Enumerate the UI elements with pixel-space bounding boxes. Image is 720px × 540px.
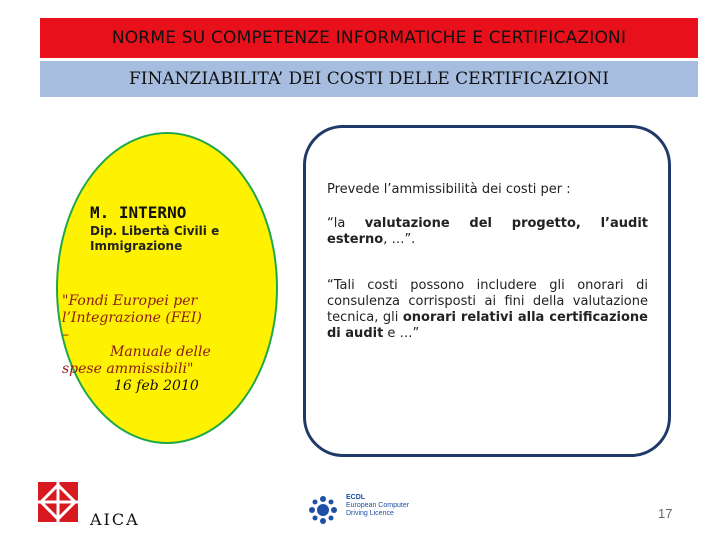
page-number: 17 [658, 506, 673, 521]
p2-text-bold: onorari relativi alla certificazione di audit [327, 310, 648, 341]
p1-text-bold: valutazione del progetto, l’audit esterno [327, 216, 648, 247]
slide-subtitle: FINANZIABILITA’ DEI COSTI DELLE CERTIFICAZIONI [128, 69, 609, 89]
manual-line-2: Manuale delle [110, 344, 211, 360]
ecdl-logo-text [346, 494, 409, 518]
paragraph-1 [327, 216, 648, 248]
slide-title: NORME SU COMPETENZE INFORMATICHE E CERTIFICAZIONI [111, 28, 627, 48]
yellow-oval [56, 132, 278, 444]
p2-text-a: “Tali costi possono includere gli onorari di consulenza corrisposti ai fini della valutazione tecnica, gli [327, 278, 648, 325]
manual-reference [62, 293, 268, 395]
manual-dash: – [62, 327, 69, 343]
department-label: Dip. Libertà Civili e Immigrazione [90, 224, 220, 253]
ecdl-line-2: European Computer [346, 502, 410, 509]
p1-text-c: , …”. [383, 232, 416, 247]
subtitle-bar [40, 61, 698, 97]
aica-logo-text: AICA [90, 510, 140, 529]
ministry-label: M. INTERNO [90, 203, 187, 222]
manual-date: 16 feb 2010 [114, 378, 199, 394]
ecdl-line-1: ECDL [346, 494, 366, 501]
manual-line-1: "Fondi Europei per l’Integrazione (FEI) [62, 293, 202, 326]
manual-line-3: spese ammissibili" [62, 361, 194, 377]
p2-text-c: e …” [383, 326, 420, 341]
panel-lead: Prevede l’ammissibilità dei costi per : [327, 182, 571, 197]
aica-logo-icon [38, 482, 78, 522]
p1-text-a: “la [327, 216, 365, 231]
paragraph-2 [327, 278, 648, 342]
ecdl-line-3: Driving Licence [346, 510, 394, 517]
ecdl-logo-icon [306, 493, 340, 527]
title-bar [40, 18, 698, 58]
